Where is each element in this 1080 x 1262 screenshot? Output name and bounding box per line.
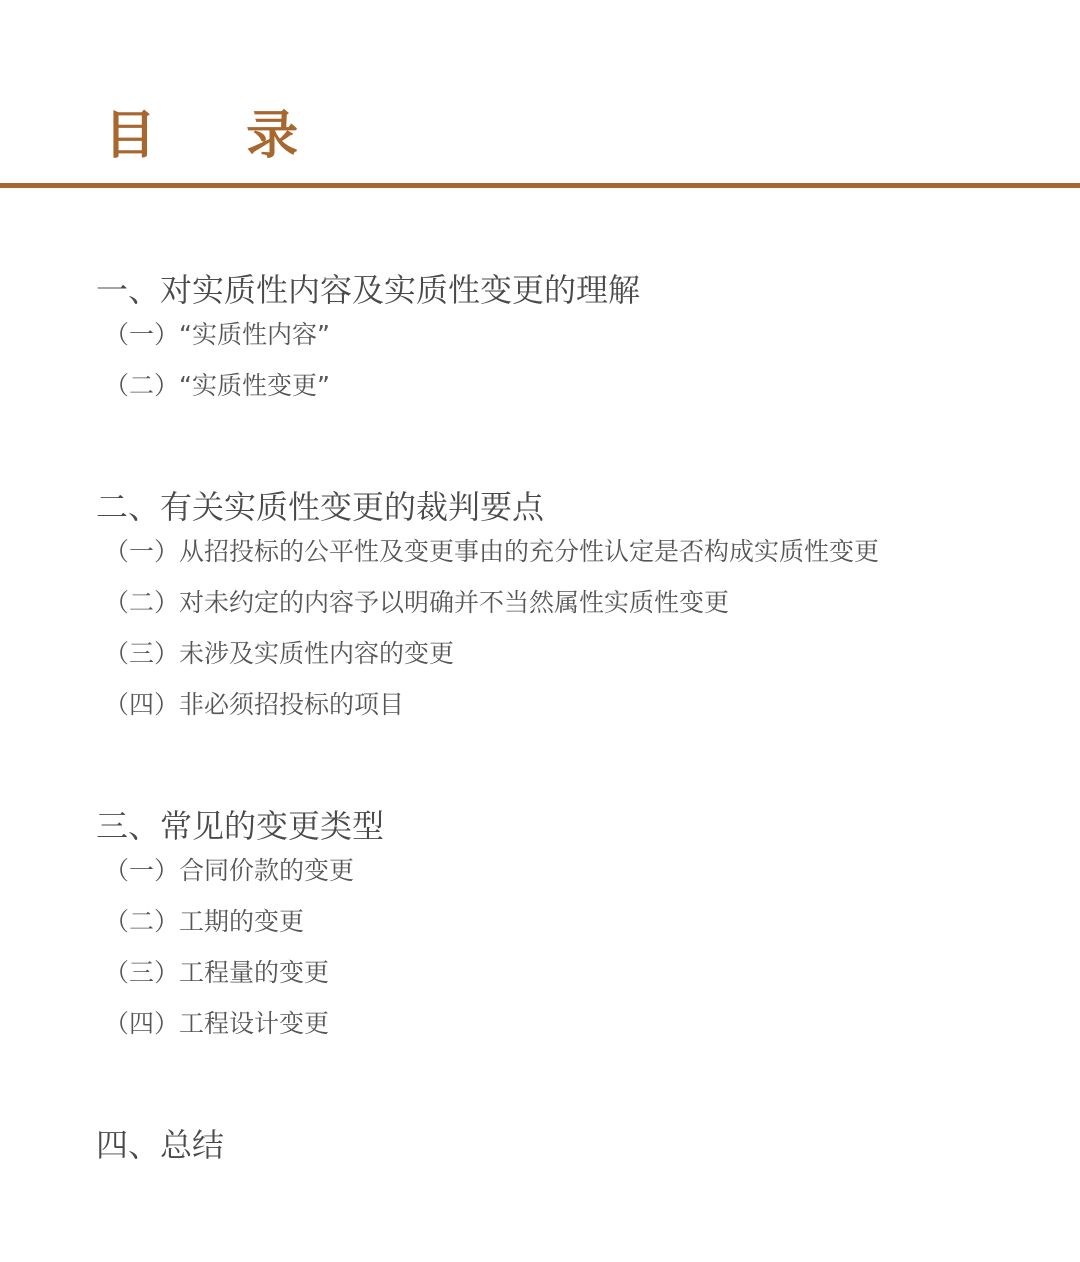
toc-item[interactable] bbox=[104, 588, 879, 618]
toc-item[interactable] bbox=[104, 371, 330, 401]
item-number: （三） bbox=[104, 958, 180, 987]
item-text: “实质性变更” bbox=[179, 371, 330, 400]
item-number: （一） bbox=[104, 320, 180, 349]
toc-item[interactable] bbox=[104, 958, 354, 988]
toc-item[interactable] bbox=[104, 690, 879, 720]
item-number: （四） bbox=[104, 690, 180, 719]
item-text: 合同价款的变更 bbox=[179, 856, 355, 885]
item-number: （二） bbox=[104, 907, 180, 936]
toc-item[interactable] bbox=[104, 639, 879, 669]
toc-item[interactable] bbox=[104, 907, 354, 937]
item-text: 工程设计变更 bbox=[179, 1009, 330, 1038]
item-text: 未涉及实质性内容的变更 bbox=[179, 639, 455, 668]
sub-list bbox=[104, 856, 354, 1060]
toc-item[interactable] bbox=[104, 537, 879, 567]
item-text: 工程量的变更 bbox=[179, 958, 330, 987]
title-divider bbox=[0, 183, 1080, 188]
item-text: 从招投标的公平性及变更事由的充分性认定是否构成实质性变更 bbox=[179, 537, 880, 566]
toc-item[interactable] bbox=[104, 856, 354, 886]
toc-item[interactable] bbox=[104, 320, 330, 350]
section-heading[interactable]: 四、总结 bbox=[96, 1126, 225, 1164]
page-title: 目 录 bbox=[104, 105, 335, 166]
toc-item[interactable] bbox=[104, 1009, 354, 1039]
item-text: “实质性内容” bbox=[179, 320, 330, 349]
item-number: （三） bbox=[104, 639, 180, 668]
item-text: 工期的变更 bbox=[179, 907, 305, 936]
sub-list bbox=[104, 537, 879, 741]
item-number: （四） bbox=[104, 1009, 180, 1038]
section-heading[interactable]: 三、常见的变更类型 bbox=[96, 807, 385, 845]
section-heading[interactable]: 二、有关实质性变更的裁判要点 bbox=[96, 488, 545, 526]
section-heading[interactable]: 一、对实质性内容及实质性变更的理解 bbox=[96, 271, 641, 309]
item-number: （二） bbox=[104, 371, 180, 400]
item-number: （二） bbox=[104, 588, 180, 617]
sub-list bbox=[104, 320, 330, 422]
item-number: （一） bbox=[104, 537, 180, 566]
item-text: 对未约定的内容予以明确并不当然属性实质性变更 bbox=[179, 588, 730, 617]
item-text: 非必须招投标的项目 bbox=[179, 690, 405, 719]
item-number: （一） bbox=[104, 856, 180, 885]
